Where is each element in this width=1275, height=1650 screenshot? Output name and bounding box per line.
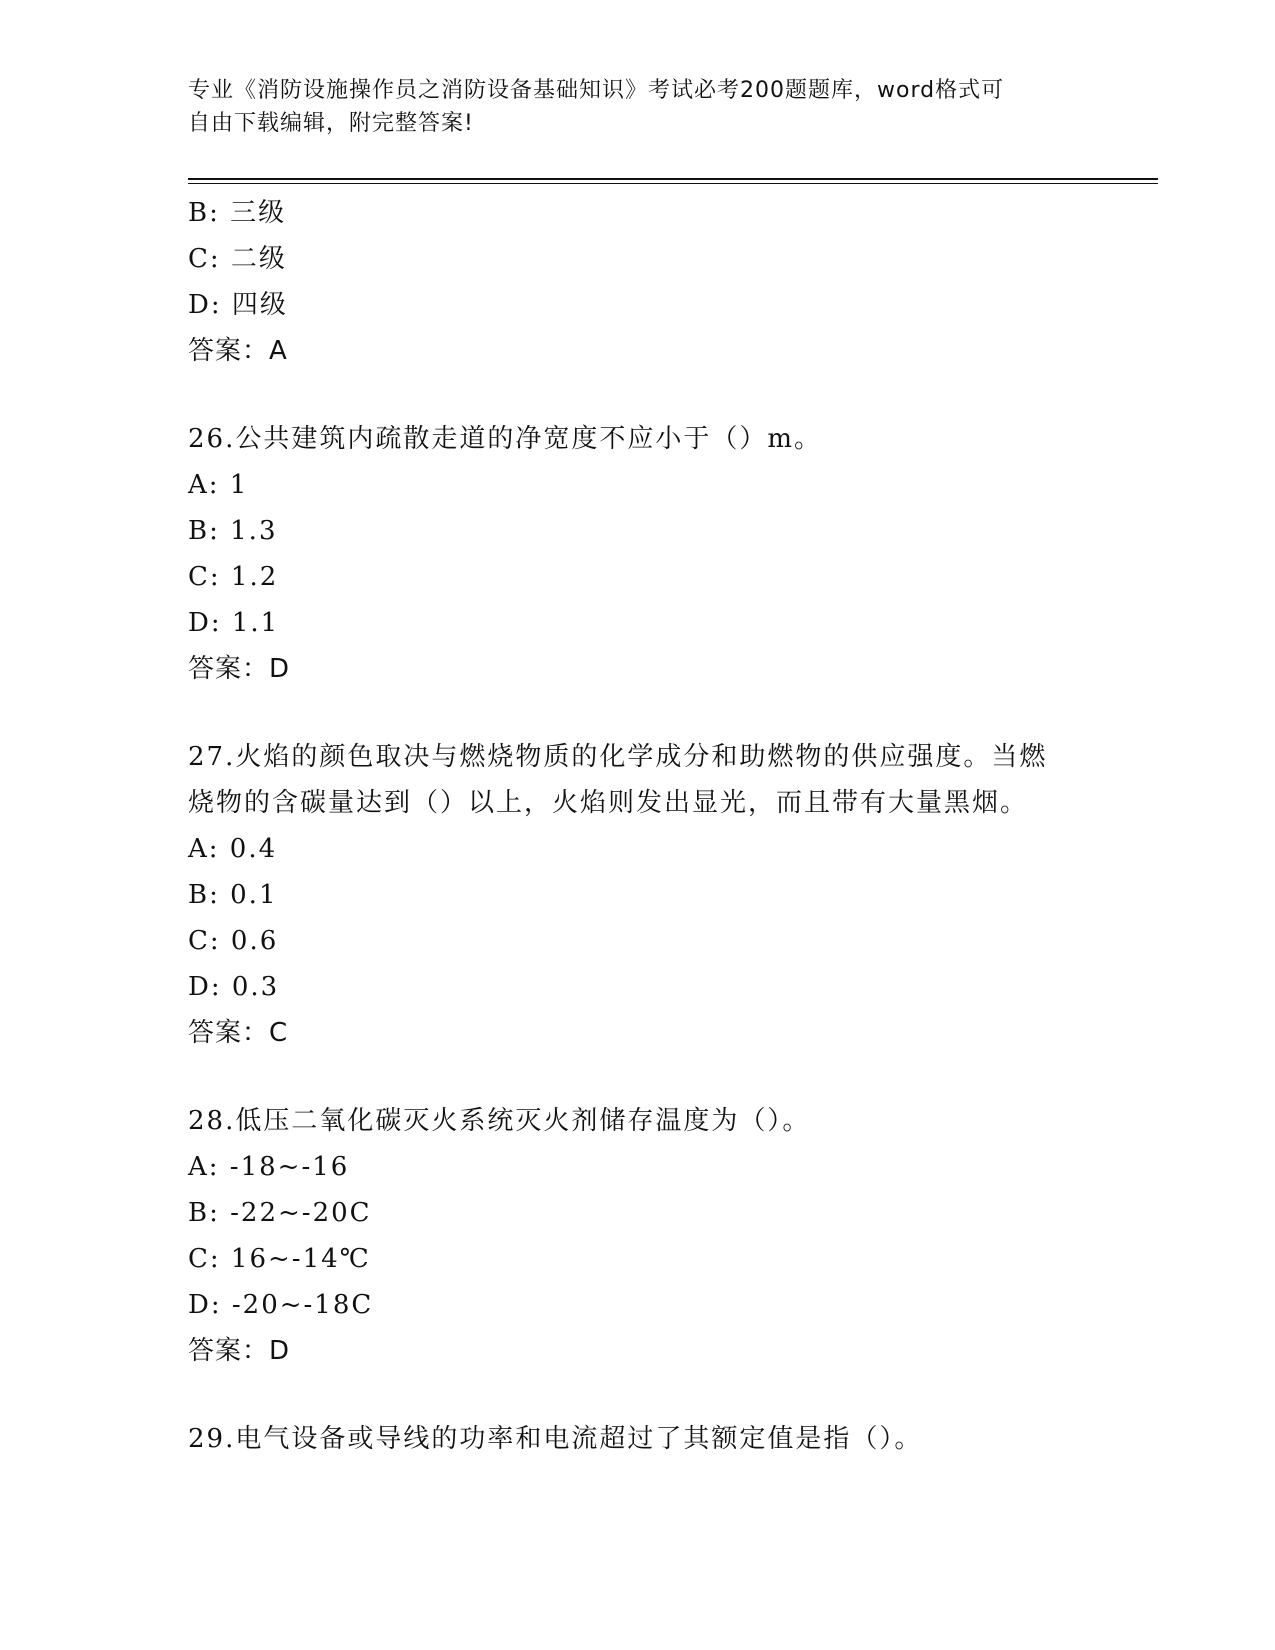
option-b: B: 1.3 (188, 516, 278, 546)
option-a: A: 1 (188, 470, 249, 500)
option-b: B: 0.1 (188, 880, 278, 910)
option-d: D: 1.1 (188, 608, 280, 638)
question-text-line-2: 烧物的含碳量达到（）以上，火焰则发出显光，而且带有大量黑烟。 (188, 788, 1029, 818)
option-d: D: 0.3 (188, 972, 280, 1002)
question-text-line-1: 27.火焰的颜色取决与燃烧物质的化学成分和助燃物的供应强度。当燃 (188, 742, 1048, 772)
question-list (188, 190, 1088, 1462)
answer-line: 答案：D (188, 654, 291, 684)
question-block-26 (188, 416, 1088, 692)
answer-line: 答案：A (188, 336, 288, 366)
option-c: C: 0.6 (188, 926, 279, 956)
question-text: 28.低压二氧化碳灭火系统灭火剂储存温度为（）。 (188, 1106, 811, 1136)
option-d: D: -20~-18C (188, 1290, 374, 1320)
question-text: 26.公共建筑内疏散走道的净宽度不应小于（）m。 (188, 424, 823, 454)
spacer (188, 374, 1088, 416)
spacer (188, 1056, 1088, 1098)
answer-line: 答案：D (188, 1336, 291, 1366)
question-block-25 (188, 190, 1088, 374)
header-title-line-2: 自由下载编辑，附完整答案! (188, 111, 474, 136)
option-a: A: -18~-16 (188, 1152, 350, 1182)
header-title-line-1: 专业《消防设施操作员之消防设备基础知识》考试必考200题题库，word格式可 (188, 78, 1005, 103)
answer-line: 答案：C (188, 1018, 289, 1048)
question-block-28 (188, 1098, 1088, 1374)
question-block-29 (188, 1416, 1088, 1462)
option-b: B: 三级 (188, 198, 287, 228)
header-rule-thick (188, 178, 1158, 180)
option-b: B: -22~-20C (188, 1198, 372, 1228)
option-c: C: 二级 (188, 244, 287, 274)
option-d: D: 四级 (188, 290, 288, 320)
question-block-27 (188, 734, 1088, 1056)
option-c: C: 1.2 (188, 562, 279, 592)
question-text: 29.电气设备或导线的功率和电流超过了其额定值是指（）。 (188, 1424, 923, 1454)
spacer (188, 1374, 1088, 1416)
header-rule-thin (188, 183, 1158, 184)
document-header (188, 74, 1088, 140)
option-a: A: 0.4 (188, 834, 278, 864)
spacer (188, 692, 1088, 734)
option-c: C: 16~-14℃ (188, 1244, 371, 1274)
